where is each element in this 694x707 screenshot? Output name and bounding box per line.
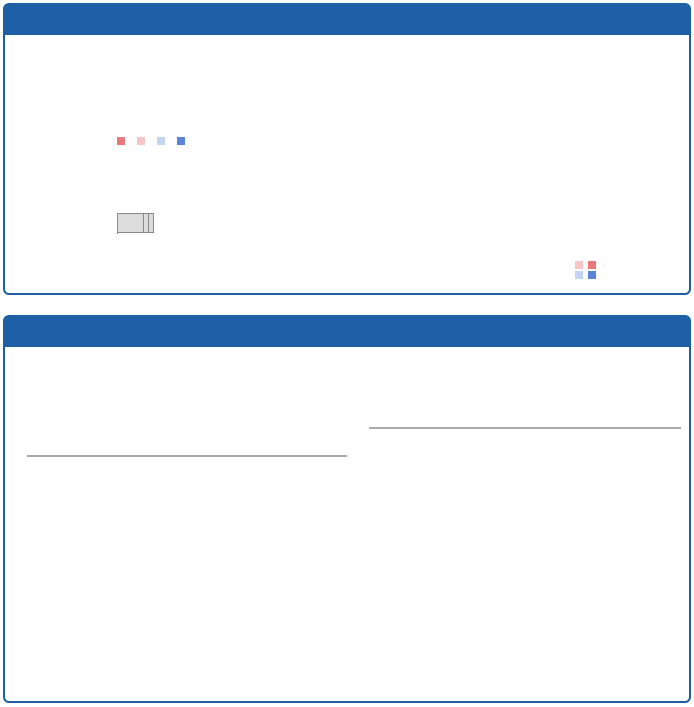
- legend-item: [137, 137, 147, 147]
- legend-item: [177, 137, 187, 147]
- section-title: [5, 5, 689, 35]
- legend-item: [117, 137, 127, 147]
- diff-legend: [575, 261, 598, 281]
- diff-legend-item: [588, 271, 598, 280]
- reasons-table: [113, 213, 154, 233]
- col-age-group: [149, 214, 154, 233]
- stacked-bar: [113, 156, 563, 176]
- diff-legend-item: [588, 261, 598, 270]
- section-realization-panel: [3, 315, 691, 703]
- section-title: [5, 317, 689, 347]
- diff-legend-item: [575, 261, 585, 270]
- col-all: [118, 214, 144, 233]
- total-positive: [577, 136, 619, 142]
- section-lifestyle-panel: [3, 3, 691, 295]
- chart-legend: [117, 137, 197, 147]
- legend-item: [157, 137, 167, 147]
- diff-legend-item: [575, 271, 585, 280]
- total-negative: [625, 136, 681, 142]
- rest-ranking-list: [369, 427, 681, 429]
- top-ranking-list: [27, 455, 347, 457]
